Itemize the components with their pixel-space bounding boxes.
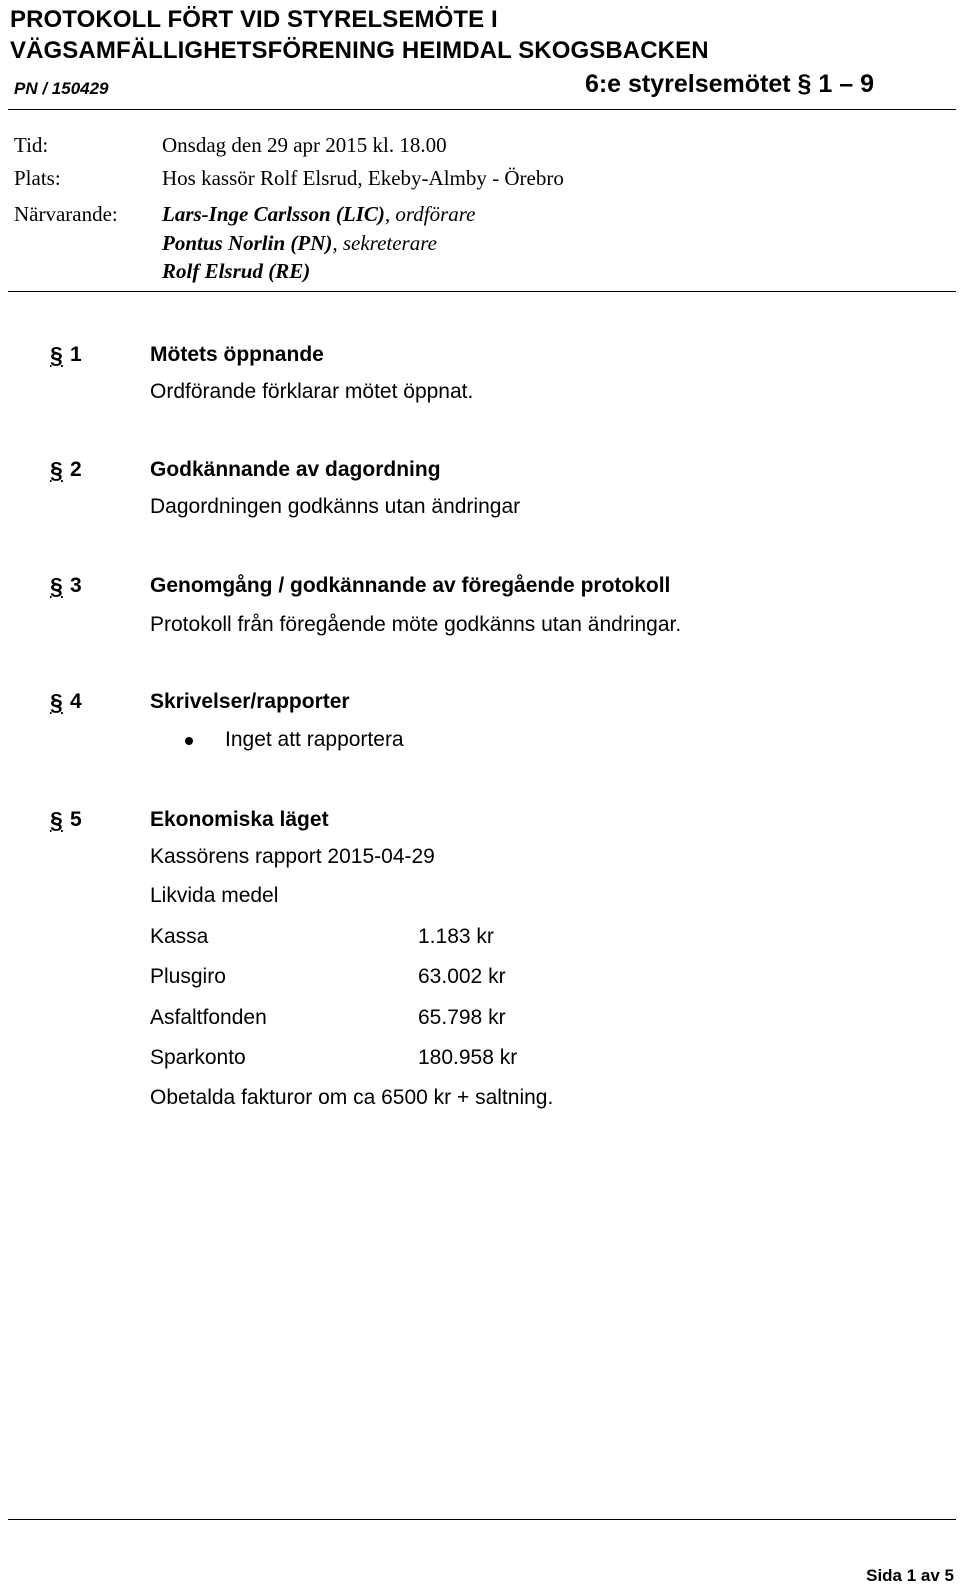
- section-mark: §: [50, 689, 63, 715]
- footer-rule: [8, 1519, 956, 1520]
- attendee-role: , sekreterare: [332, 231, 437, 255]
- header-rule: [8, 109, 956, 110]
- section-3-heading: Genomgång / godkännande av föregående protokoll: [150, 574, 671, 597]
- account-amount: 180.958 kr: [418, 1046, 518, 1069]
- account-name: Sparkonto: [150, 1046, 246, 1069]
- attendee-2: [162, 231, 437, 256]
- document-title-line1: PROTOKOLL FÖRT VID STYRELSEMÖTE I: [10, 6, 498, 33]
- account-name: Asfaltfonden: [150, 1006, 267, 1029]
- section-mark: §: [50, 807, 63, 833]
- section-number: 1: [70, 343, 82, 366]
- section-mark: §: [50, 342, 63, 368]
- attendee-1: [162, 202, 476, 227]
- section-mark: §: [50, 457, 63, 483]
- meta-rule: [8, 291, 956, 292]
- section-4-bullet: Inget att rapportera: [225, 728, 404, 751]
- account-name: Plusgiro: [150, 965, 226, 988]
- account-name: Kassa: [150, 925, 209, 948]
- section-number: 4: [70, 690, 82, 713]
- time-label: Tid:: [14, 133, 49, 157]
- place-label: Plats:: [14, 166, 61, 190]
- attendee-name: Rolf Elsrud (RE): [162, 259, 311, 283]
- account-amount: 1.183 kr: [418, 925, 494, 948]
- account-amount: 63.002 kr: [418, 965, 506, 988]
- section-number: 2: [70, 458, 82, 481]
- section-number: 3: [70, 574, 82, 597]
- section-2-text: Dagordningen godkänns utan ändringar: [150, 495, 521, 518]
- attendee-name: Pontus Norlin (PN): [162, 231, 333, 255]
- unpaid-invoices-note: Obetalda fakturor om ca 6500 kr + saltning.: [150, 1086, 554, 1109]
- section-4-heading: Skrivelser/rapporter: [150, 690, 350, 713]
- attendee-3: [162, 259, 310, 284]
- section-2-heading: Godkännande av dagordning: [150, 458, 441, 481]
- attendee-role: , ordförare: [384, 202, 476, 226]
- section-3-text: Protokoll från föregående möte godkänns utan ändringar.: [150, 613, 682, 636]
- section-5-heading: Ekonomiska läget: [150, 808, 329, 831]
- section-1-text: Ordförande förklarar mötet öppnat.: [150, 380, 474, 403]
- document-title-line2: VÄGSAMFÄLLIGHETSFÖRENING HEIMDAL SKOGSBACKEN: [10, 37, 709, 64]
- present-label: Närvarande:: [14, 202, 118, 226]
- meeting-number: [585, 70, 874, 99]
- time-value: Onsdag den 29 apr 2015 kl. 18.00: [162, 133, 447, 157]
- pn-code: PN / 150429: [14, 79, 109, 98]
- liquid-assets-title: Likvida medel: [150, 884, 279, 907]
- section-number: 5: [70, 808, 82, 831]
- section-mark: §: [50, 573, 63, 599]
- account-amount: 65.798 kr: [418, 1006, 506, 1029]
- page-number: Sida 1 av 5: [866, 1566, 954, 1585]
- meeting-label: 6:e styrelsemötet: [584, 70, 791, 98]
- treasurer-report: Kassörens rapport 2015-04-29: [150, 845, 435, 868]
- meeting-sections: § 1 – 9: [797, 70, 874, 98]
- bullet-dot: [185, 737, 193, 745]
- place-value: Hos kassör Rolf Elsrud, Ekeby-Almby - Örebro: [162, 166, 564, 190]
- attendee-name: Lars-Inge Carlsson (LIC): [162, 202, 385, 226]
- section-1-heading: Mötets öppnande: [150, 343, 324, 366]
